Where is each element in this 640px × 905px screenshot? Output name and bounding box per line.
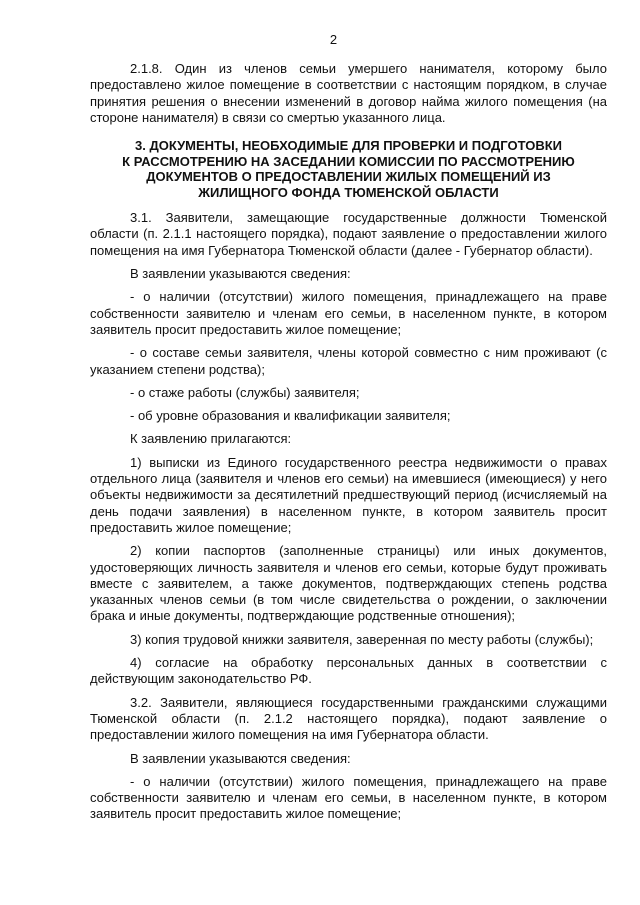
section-heading-line: ЖИЛИЩНОГО ФОНДА ТЮМЕНСКОЙ ОБЛАСТИ [198,184,499,200]
page-number: 2 [329,32,338,47]
paragraph: К заявлению прилагаются: [130,431,292,447]
paragraph: 4) согласие на обработку персональных данных в соответствии с действующим законодательство РФ. [90,655,607,687]
paragraph: 3.1. Заявители, замещающие государственные должности Тюменской области (п. 2.1.1 настоящего порядка), подают заявление о предоставлении жилого помещения на имя Губернатора Тюменской области (далее - Губернатор области). [90,210,607,258]
paragraph: 3) копия трудовой книжки заявителя, заверенная по месту работы (службы); [130,631,594,647]
document-body [90,61,607,823]
section-heading-line: 3. ДОКУМЕНТЫ, НЕОБХОДИМЫЕ ДЛЯ ПРОВЕРКИ И ПОДГОТОВКИ [135,138,562,154]
paragraph: 3.2. Заявители, являющиеся государственными гражданскими служащими Тюменской области (п. 2.1.2 настоящего порядка), подают заявление о предоставлении жилого помещения на имя Губернатора области. [90,694,607,743]
section-heading-line: К РАССМОТРЕНИЮ НА ЗАСЕДАНИИ КОМИССИИ ПО РАССМОТРЕНИЮ [122,153,575,169]
paragraph: 1) выписки из Единого государственного реестра недвижимости о правах отдельного лица (заявителя и членов его семьи) на имевшиеся (имеющиеся) у него объекты недвижимости за десятилетний предшествующий период (исчисляемый на день подачи заявления) в населенном пункте, в котором заявитель просит предоставить жилое помещение; [90,454,607,535]
paragraph: 2) копии паспортов (заполненные страницы) или иных документов, удостоверяющих личность заявителя и членов его семьи, которые будут проживать вместе с заявителем, а также документов, подтверждающих степень родства указанных членов семьи (в том числе свидетельства о рождении, о заключении брака и иные документы, подтверждающие родственные отношения); [90,543,607,624]
paragraph: - о наличии (отсутствии) жилого помещения, принадлежащего на праве собственности заявителю и членам его семьи, в населенном пункте, в котором заявитель просит предоставить жилое помещение; [90,773,607,822]
paragraph: 2.1.8. Один из членов семьи умершего нанимателя, которому было предоставлено жилое помещение в соответствии с настоящим порядком, в случае принятия решения о внесении изменений в договор найма жилого помещения (на стороне нанимателя) в связи со смертью указанного лица. [90,61,607,125]
section-heading [90,138,607,200]
paragraph: В заявлении указываются сведения: [130,750,351,766]
paragraph: - о стаже работы (службы) заявителя; [130,384,360,400]
paragraph: - о составе семьи заявителя, члены которой совместно с ним проживают (с указанием степени родства); [90,345,607,377]
section-heading-line: ДОКУМЕНТОВ О ПРЕДОСТАВЛЕНИИ ЖИЛЫХ ПОМЕЩЕНИЙ ИЗ [146,169,551,185]
paragraph: - об уровне образования и квалификации заявителя; [130,408,451,424]
paragraph: - о наличии (отсутствии) жилого помещения, принадлежащего на праве собственности заявителю и членам его семьи, в населенном пункте, в котором заявитель просит предоставить жилое помещение; [90,289,607,337]
paragraph: В заявлении указываются сведения: [130,266,351,282]
